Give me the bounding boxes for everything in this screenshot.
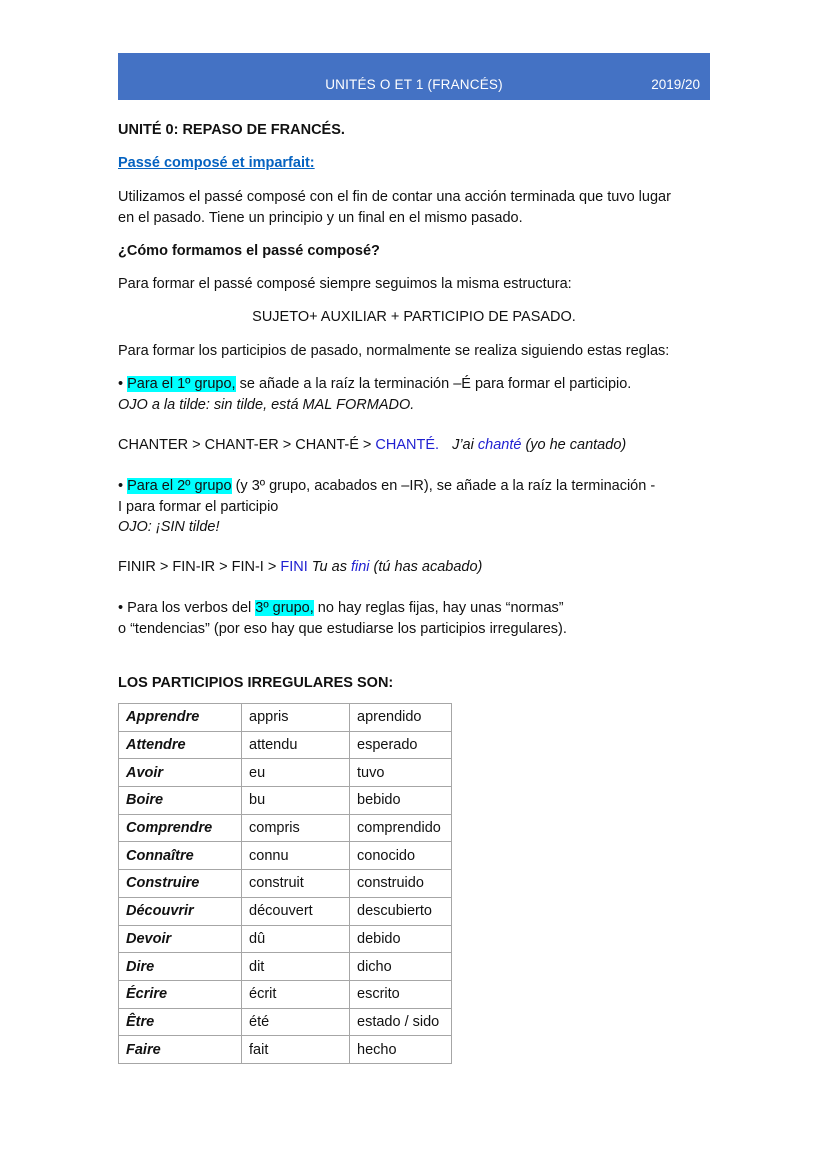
infinitive-cell: Boire [119,787,242,815]
participles-intro: Para formar los participios de pasado, normalmente se realiza siguiendo estas reglas: [118,343,670,359]
infinitive-cell: Devoir [119,925,242,953]
translation-cell: aprendido [350,704,452,732]
example-result: CHANTÉ. [375,437,440,453]
table-row [119,870,452,898]
participle-cell: attendu [242,731,350,759]
translation-cell: esperado [350,731,452,759]
formula: SUJETO+ AUXILIAR + PARTICIPIO DE PASADO. [252,309,576,325]
infinitive-cell: Découvrir [119,897,242,925]
translation-cell: descubierto [350,897,452,925]
participle-cell: bu [242,787,350,815]
table-row [119,787,452,815]
irregular-participles-table [118,703,452,1064]
example-steps: FINIR > FIN-IR > FIN-I > [118,559,281,575]
translation-cell: tuvo [350,759,452,787]
infinitive-cell: Attendre [119,731,242,759]
table-row [119,897,452,925]
infinitive-cell: Dire [119,953,242,981]
translation-cell: estado / sido [350,1008,452,1036]
participle-cell: fait [242,1036,350,1064]
example-steps: CHANTER > CHANT-ER > CHANT-É > [118,437,376,453]
example-phrase-a: J’ai [452,437,478,453]
table-row [119,1008,452,1036]
participle-cell: eu [242,759,350,787]
rule-2 [118,476,655,496]
table-row [119,842,452,870]
infinitive-cell: Être [119,1008,242,1036]
example-phrase-a: Tu as [307,559,351,575]
participle-cell: dit [242,953,350,981]
structure-intro: Para formar el passé composé siempre seguimos la misma estructura: [118,276,572,292]
example-phrase-verb: chanté [477,437,522,453]
participle-cell: dû [242,925,350,953]
table-row [119,731,452,759]
table-row [119,980,452,1008]
table-row [119,759,452,787]
infinitive-cell: Avoir [119,759,242,787]
intro-line-1: Utilizamos el passé composé con el fin de contar una acción terminada que tuvo lugar [118,189,671,205]
example-phrase-b: (tú has acabado) [369,559,483,575]
translation-cell: comprendido [350,814,452,842]
section-link[interactable]: Passé composé et imparfait: [118,155,315,171]
rule-1-text: se añade a la raíz la terminación –É para formar el participio. [235,376,632,392]
participle-cell: compris [242,814,350,842]
infinitive-cell: Apprendre [119,704,242,732]
rule-3-line-2: o “tendencias” (por eso hay que estudiarse los participios irregulares). [118,621,567,637]
rule-1 [118,374,631,394]
rule-3-text-b: no hay reglas fijas, hay unas “normas” [313,600,564,616]
rule-2-line-2: I para formar el participio [118,499,279,515]
table-row [119,814,452,842]
translation-cell: hecho [350,1036,452,1064]
question-heading: ¿Cómo formamos el passé composé? [118,243,380,259]
translation-cell: conocido [350,842,452,870]
participle-cell: découvert [242,897,350,925]
translation-cell: bebido [350,787,452,815]
infinitive-cell: Connaître [119,842,242,870]
rule-1-highlight: Para el 1º grupo, [127,376,236,392]
table-row [119,1036,452,1064]
participle-cell: connu [242,842,350,870]
header-title: UNITÉS O ET 1 (FRANCÉS) [325,77,503,92]
example-result: FINI [280,559,308,575]
participle-cell: été [242,1008,350,1036]
participle-cell: écrit [242,980,350,1008]
infinitive-cell: Construire [119,870,242,898]
table-row [119,953,452,981]
translation-cell: debido [350,925,452,953]
infinitive-cell: Faire [119,1036,242,1064]
rule-3-highlight: 3º grupo, [255,600,314,616]
rule-1-note: OJO a la tilde: sin tilde, está MAL FORMADO. [118,397,415,413]
translation-cell: escrito [350,980,452,1008]
example-phrase-b: (yo he cantado) [521,437,627,453]
example-phrase-verb: fini [350,559,370,575]
rule-3 [118,598,564,618]
bullet: • [118,376,128,392]
table-row [119,925,452,953]
header-year: 2019/20 [651,77,700,92]
intro-line-2: en el pasado. Tiene un principio y un final en el mismo pasado. [118,210,523,226]
table-row [119,704,452,732]
rule-2-text: (y 3º grupo, acabados en –IR), se añade a la raíz la terminación - [231,478,656,494]
page-header [118,53,710,100]
infinitive-cell: Comprendre [119,814,242,842]
participle-cell: appris [242,704,350,732]
bullet: • [118,478,128,494]
translation-cell: dicho [350,953,452,981]
unit-title: UNITÉ 0: REPASO DE FRANCÉS. [118,122,345,138]
rule-2-highlight: Para el 2º grupo [127,478,232,494]
infinitive-cell: Écrire [119,980,242,1008]
rule-2-example [118,557,482,577]
translation-cell: construido [350,870,452,898]
rule-3-text-a: • Para los verbos del [118,600,256,616]
participle-cell: construit [242,870,350,898]
table-title: LOS PARTICIPIOS IRREGULARES SON: [118,675,394,691]
rule-1-example [118,435,626,455]
rule-2-note: OJO: ¡SIN tilde! [118,519,220,535]
